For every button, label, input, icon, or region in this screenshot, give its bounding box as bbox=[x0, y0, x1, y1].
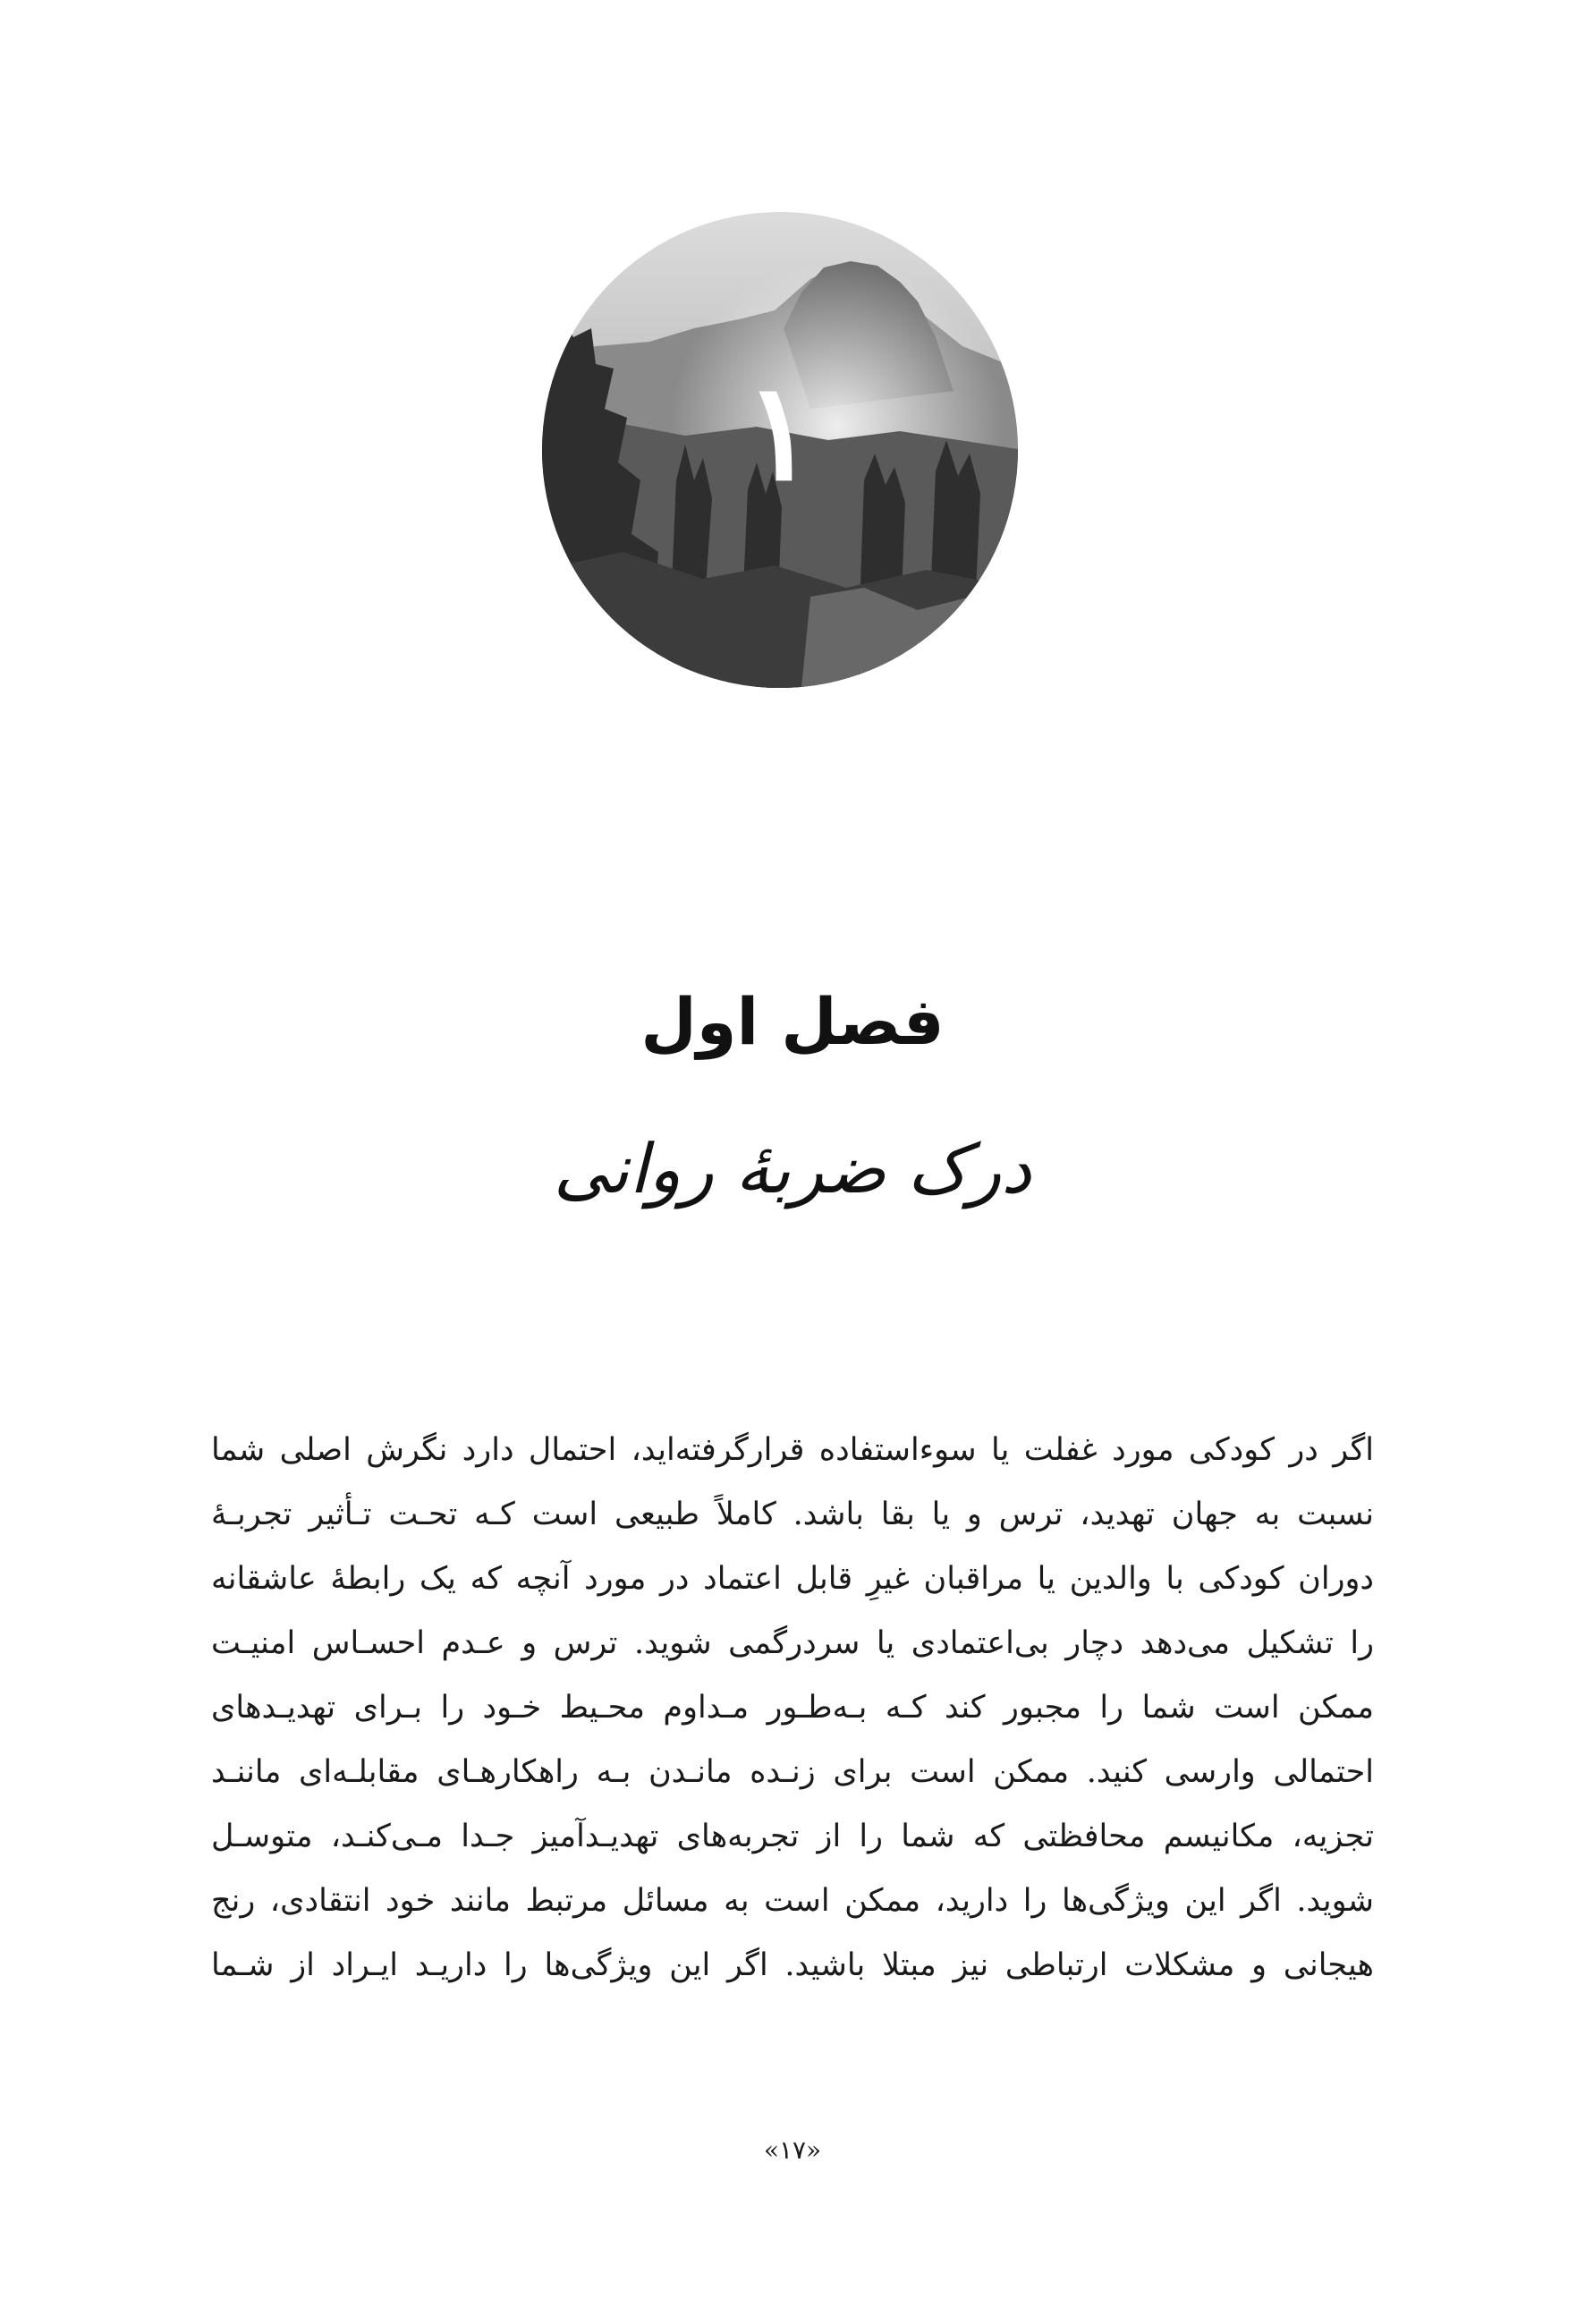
paragraph-line: ممکن است شما را مجبور کند کـه بـه‌طـور مـداوم محـیط خـود را بـرای تهدیـدهای bbox=[211, 1690, 1374, 1726]
body-paragraph bbox=[211, 1418, 1374, 1997]
chapter-title: درک ضربۀ روانی bbox=[553, 1129, 1032, 1209]
chapter-number: ۱ bbox=[743, 353, 817, 511]
paragraph-line: شوید. اگر این ویژگی‌ها را دارید، ممکن است به مسائل مرتبط مانند خود انتقادی، رنج bbox=[211, 1883, 1374, 1919]
paragraph-line: احتمالی وارسی کنید. ممکن است برای زنـده مانـدن بـه راهکارهـای مقابلـه‌ای ماننـد bbox=[211, 1754, 1374, 1790]
page-number: «۱۷» bbox=[763, 2135, 822, 2165]
chapter-label: فصل اول bbox=[640, 984, 945, 1059]
paragraph-line: تجزیه، مکانیسم محافظتی که شما را از تجربه‌های تهدیـدآمیز جـدا مـی‌کنـد، متوسـل bbox=[211, 1819, 1374, 1854]
chapter-emblem bbox=[542, 212, 1018, 688]
paragraph-line: دوران کودکی با والدین یا مراقبان غیرِ قابل اعتماد در مورد آنچه که یک رابطۀ عاشقانه bbox=[211, 1561, 1374, 1597]
paragraph-line: اگر در کودکی مورد غفلت یا سوءاستفاده قرارگرفته‌اید، احتمال دارد نگرش اصلی شما bbox=[211, 1432, 1374, 1468]
paragraph-line: را تشکیل می‌دهد دچار بی‌اعتمادی یا سردرگمی شوید. ترس و عـدم احسـاس امنیـت bbox=[211, 1625, 1374, 1661]
paragraph-line: هیجانی و مشکلات ارتباطی نیز مبتلا باشید. اگر این ویژگی‌ها را داریـد ایـراد از شـما bbox=[211, 1947, 1374, 1983]
paragraph-line: نسبت به جهان تهدید، ترس و یا بقا باشد. کاملاً طبیعی است کـه تحـت تـأثیر تجربـۀ bbox=[211, 1497, 1374, 1532]
